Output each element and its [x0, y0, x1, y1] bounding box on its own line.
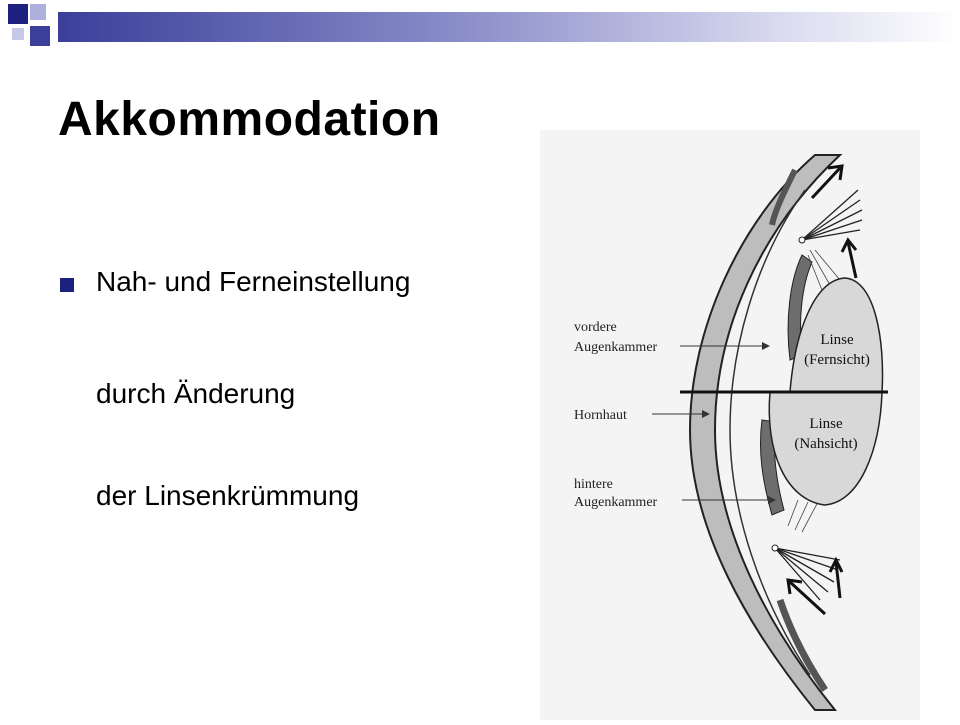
header-decoration — [0, 0, 960, 60]
label-hintere-1: hintere — [574, 477, 613, 492]
label-hintere-2: Augenkammer — [574, 495, 658, 510]
label-linse-fern-1: Linse — [820, 332, 854, 348]
label-hornhaut: Hornhaut — [574, 408, 627, 423]
deco-square-light — [30, 4, 46, 20]
deco-square-mid — [30, 26, 50, 46]
label-vordere-1: vordere — [574, 320, 617, 335]
bullet-square-icon — [60, 278, 74, 292]
zonular-fibres-bottom — [788, 500, 818, 532]
arrow-top-2-icon — [842, 240, 856, 278]
eye-accommodation-figure — [540, 130, 920, 720]
deco-square-dark — [8, 4, 28, 24]
title-gradient-bar — [58, 12, 960, 42]
arrow-bottom-2-icon — [830, 560, 842, 598]
label-linse-fern-2: (Fernsicht) — [804, 352, 870, 368]
label-linse-nah-1: Linse — [809, 416, 843, 432]
bullet-text-line-1: Nah- und Ferneinstellung — [96, 266, 411, 297]
ciliary-muscle-top — [802, 190, 862, 240]
label-linse-nah-2: (Nahsicht) — [794, 436, 858, 452]
label-vordere-2: Augenkammer — [574, 340, 658, 355]
bullet-text-line-2: durch Änderung — [96, 378, 296, 409]
bullet-text-line-3: der Linsenkrümmung — [96, 480, 360, 511]
ciliary-muscle-bottom — [775, 548, 840, 600]
slide-title: Akkommodation — [58, 93, 441, 146]
deco-square-pale — [12, 28, 24, 40]
